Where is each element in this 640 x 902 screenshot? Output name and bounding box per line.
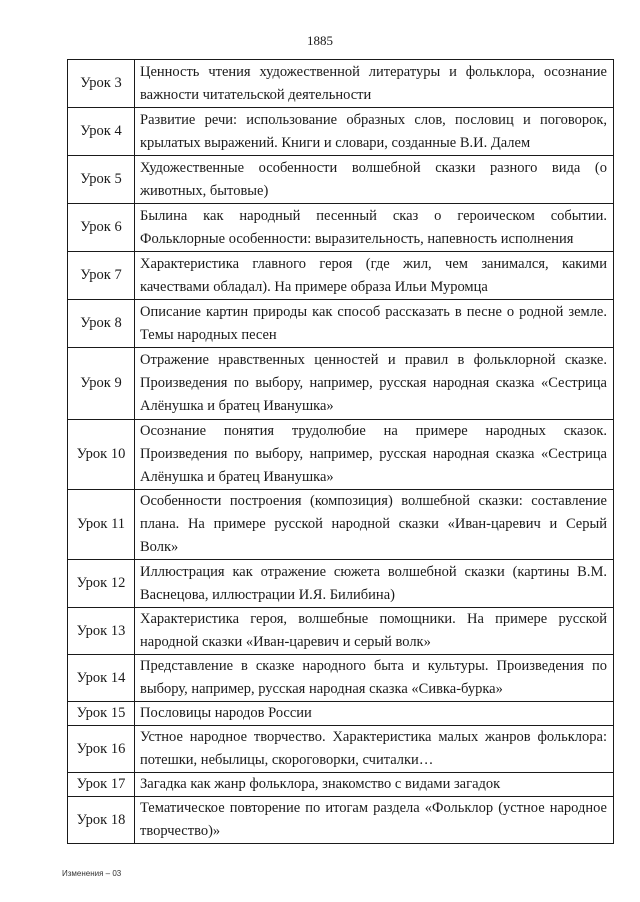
table-row bbox=[68, 300, 614, 348]
lesson-label: Урок 3 bbox=[68, 60, 135, 108]
footer-note: Изменения – 03 bbox=[62, 869, 122, 878]
lesson-topic: Иллюстрация как отражение сюжета волшебной сказки (картины В.М. Васнецова, иллюстрации И.Я. Билибина) bbox=[135, 560, 614, 608]
lesson-label: Урок 8 bbox=[68, 300, 135, 348]
lesson-topic: Ценность чтения художественной литературы и фольклора, осознание важности читательской деятельности bbox=[135, 60, 614, 108]
lesson-label: Урок 13 bbox=[68, 608, 135, 655]
table-row bbox=[68, 156, 614, 204]
lesson-label: Урок 9 bbox=[68, 348, 135, 420]
lesson-label: Урок 7 bbox=[68, 252, 135, 300]
lesson-label: Урок 18 bbox=[68, 797, 135, 844]
table-row bbox=[68, 655, 614, 702]
lesson-topic: Тематическое повторение по итогам раздела «Фольклор (устное народное творчество)» bbox=[135, 797, 614, 844]
lesson-topic: Особенности построения (композиция) волшебной сказки: составление плана. На примере русской народной сказки «Иван-царевич и Серый Волк» bbox=[135, 490, 614, 560]
lesson-topic: Отражение нравственных ценностей и правил в фольклорной сказке. Произведения по выбору, например, русская народная сказка «Сестрица Алёнушка и братец Иванушка» bbox=[135, 348, 614, 420]
lessons-table bbox=[67, 59, 614, 844]
table-row bbox=[68, 560, 614, 608]
table-row bbox=[68, 726, 614, 773]
lesson-topic: Художественные особенности волшебной сказки разного вида (о животных, бытовые) bbox=[135, 156, 614, 204]
page-number: 1885 bbox=[307, 33, 333, 48]
lesson-label: Урок 4 bbox=[68, 108, 135, 156]
lesson-topic: Характеристика героя, волшебные помощники. На примере русской народной сказки «Иван-царевич и серый волк» bbox=[135, 608, 614, 655]
lesson-label: Урок 5 bbox=[68, 156, 135, 204]
lesson-topic: Осознание понятия трудолюбие на примере народных сказок. Произведения по выбору, например, русская народная сказка «Сестрица Алёнушка и братец Иванушка» bbox=[135, 420, 614, 490]
lesson-label: Урок 6 bbox=[68, 204, 135, 252]
lesson-topic: Устное народное творчество. Характеристика малых жанров фольклора: потешки, небылицы, скороговорки, считалки… bbox=[135, 726, 614, 773]
lesson-label: Урок 12 bbox=[68, 560, 135, 608]
table-row bbox=[68, 252, 614, 300]
lesson-topic: Характеристика главного героя (где жил, чем занимался, какими качествами обладал). На примере образа Ильи Муромца bbox=[135, 252, 614, 300]
table-row bbox=[68, 108, 614, 156]
lesson-topic: Пословицы народов России bbox=[135, 702, 614, 726]
lesson-topic: Описание картин природы как способ рассказать в песне о родной земле. Темы народных песен bbox=[135, 300, 614, 348]
lesson-label: Урок 14 bbox=[68, 655, 135, 702]
table-row bbox=[68, 60, 614, 108]
lesson-label: Урок 17 bbox=[68, 773, 135, 797]
lesson-topic: Былина как народный песенный сказ о героическом событии. Фольклорные особенности: выразительность, напевность исполнения bbox=[135, 204, 614, 252]
lesson-label: Урок 11 bbox=[68, 490, 135, 560]
lesson-label: Урок 10 bbox=[68, 420, 135, 490]
table-row bbox=[68, 797, 614, 844]
lesson-topic: Развитие речи: использование образных слов, пословиц и поговорок, крылатых выражений. Книги и словари, созданные В.И. Далем bbox=[135, 108, 614, 156]
lesson-label: Урок 16 bbox=[68, 726, 135, 773]
table-row bbox=[68, 348, 614, 420]
lesson-topic: Представление в сказке народного быта и культуры. Произведения по выбору, например, русская народная сказка «Сивка-бурка» bbox=[135, 655, 614, 702]
table-row bbox=[68, 490, 614, 560]
lesson-label: Урок 15 bbox=[68, 702, 135, 726]
table-row bbox=[68, 608, 614, 655]
lesson-topic: Загадка как жанр фольклора, знакомство с видами загадок bbox=[135, 773, 614, 797]
table-row bbox=[68, 773, 614, 797]
table-row bbox=[68, 420, 614, 490]
table-row bbox=[68, 702, 614, 726]
table-row bbox=[68, 204, 614, 252]
lessons-table-body bbox=[68, 60, 614, 844]
